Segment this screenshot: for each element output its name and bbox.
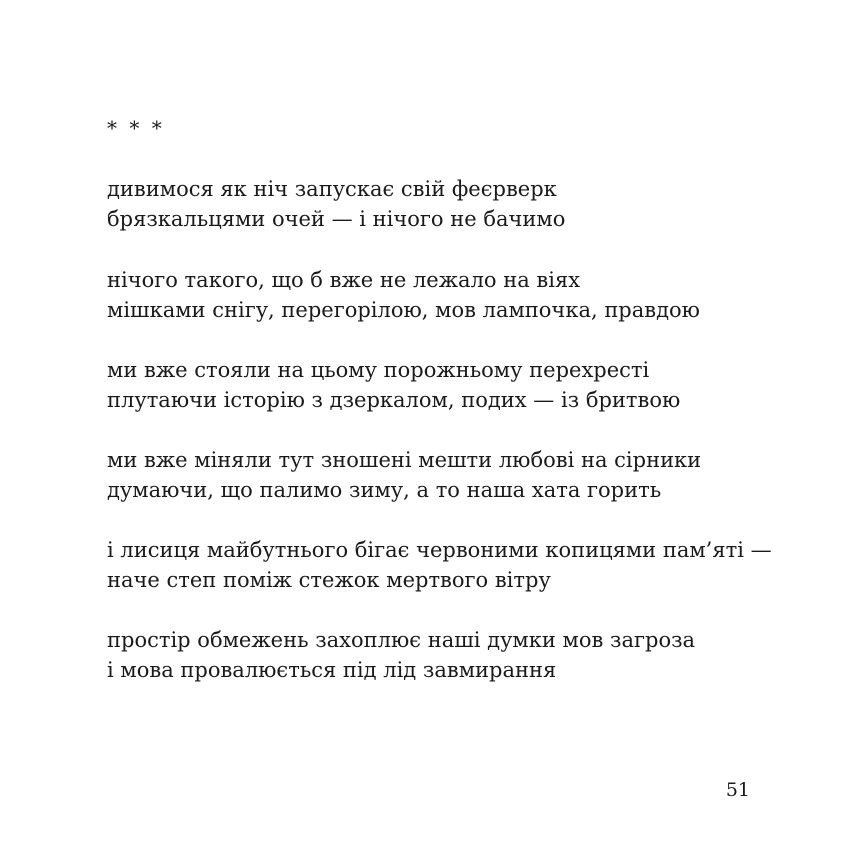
poem-line: мішками снігу, перегорілою, мов лампочка, правдою — [107, 298, 700, 322]
stanza-1 — [107, 174, 787, 234]
stanza-6 — [107, 625, 787, 685]
poem-line: дивимося як ніч запускає свій феєрверк — [107, 177, 557, 201]
poem-line: і мова провалюється під лід завмирання — [107, 658, 557, 682]
poem-line: наче степ поміж стежок мертвого вітру — [107, 568, 551, 592]
section-separator: * * * — [107, 116, 165, 140]
stanza-3 — [107, 355, 787, 415]
poem-line: брязкальцями очей — і нічого не бачимо — [107, 207, 566, 231]
poem-line: плутаючи історію з дзеркалом, подих — із бритвою — [107, 388, 681, 412]
page-number: 51 — [725, 779, 750, 801]
stanza-2 — [107, 265, 787, 325]
stanza-5 — [107, 535, 787, 595]
poem-line: ми вже стояли на цьому порожньому перехресті — [107, 358, 650, 382]
poem-line: думаючи, що палимо зиму, а то наша хата горить — [107, 478, 662, 502]
poem-line: і лисиця майбутнього бігає червоними копицями пам’яті — — [107, 538, 772, 562]
stanza-4 — [107, 445, 787, 505]
poem-line: нічого такого, що б вже не лежало на віях — [107, 268, 581, 292]
poem-line: простір обмежень захоплює наші думки мов загроза — [107, 628, 696, 652]
poem-line: ми вже міняли тут зношені мешти любові на сірники — [107, 448, 702, 472]
